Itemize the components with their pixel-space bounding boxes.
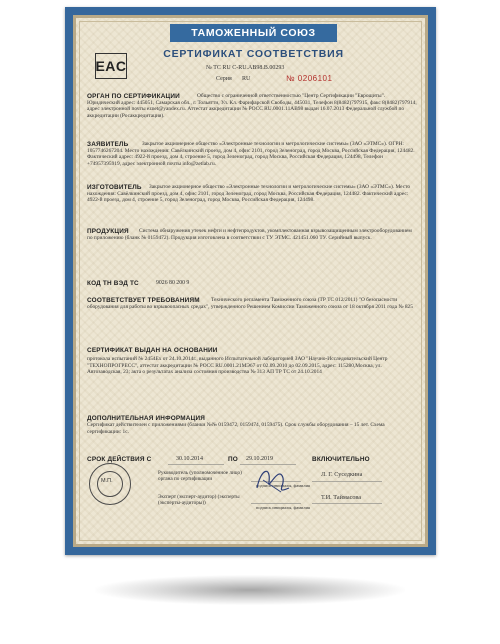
customs-union-banner: ТАМОЖЕННЫЙ СОЮЗ <box>170 24 337 42</box>
inclusive-label: ВКЛЮЧИТЕЛЬНО <box>312 456 370 463</box>
validity-label: СРОК ДЕЙСТВИЯ С <box>87 456 152 463</box>
org-label: ОРГАН ПО СЕРТИФИКАЦИИ <box>87 93 180 100</box>
extra-info-label: ДОПОЛНИТЕЛЬНАЯ ИНФОРМАЦИЯ <box>87 415 206 422</box>
requirements-label: СООТВЕТСТВУЕТ ТРЕБОВАНИЯМ <box>87 297 200 304</box>
drop-shadow <box>95 575 405 605</box>
code-label: КОД ТН ВЭД ТС <box>87 280 139 287</box>
date-to: 29.10.2019 <box>246 456 273 462</box>
maker-label: ИЗГОТОВИТЕЛЬ <box>87 184 142 191</box>
series-label: Серия <box>216 76 232 82</box>
expert-label: Эксперт (эксперт-аудитор) (эксперты (эксперты-аудиторы)) <box>158 494 240 507</box>
basis-text: протокола испытаний № 2454Ех от 24.10.2014г., выданного Испытательной лабораторией ЗАО "Научно-Исследовательский Центр "ТЕХНОПРОГРЕСС", аттестат аккредитации № РОСС RU.0001.21МЭ67 от 02.09.2010 до 02.09.2015, адрес: 115280,Москва, ул. Автозаводская, 23; акта о результатах анализа состояния производства № 313 АП ТР ТС от 24.10.2014 <box>87 356 388 376</box>
extra-info-text: Сертификат действителен с приложениями (бланки №№ 0159472, 0159474, 0159475). Срок службы оборудования – 15 лет. Схема сертификации: 1с. <box>87 422 385 435</box>
certificate-paper <box>73 15 428 547</box>
basis-label: СЕРТИФИКАТ ВЫДАН НА ОСНОВАНИИ <box>87 347 218 354</box>
stamp-mp: М.П. <box>101 478 113 484</box>
applicant-label: ЗАЯВИТЕЛЬ <box>87 141 129 148</box>
product-text: Система обнаружения утечек нефти и нефтепродуктов, укомплектованная взрывозащищенным электрооборудованием по приложению (бланк № 0159472). Продукция изготовлена в соответствии с ТУ ЭТМС. 421451.060 ТУ. Серийный выпуск. <box>87 228 412 241</box>
expert-sub: подпись инициалы, фамилия <box>256 505 310 510</box>
cert-number: № ТС RU C-RU.АВ98.В.00293 <box>206 65 285 71</box>
expert-name: Т.И. Таймасова <box>321 494 361 501</box>
signature-icon <box>251 458 296 500</box>
series-value: RU <box>242 76 251 82</box>
validity-to-label: ПО <box>228 456 238 463</box>
serial-number: № 0206101 <box>286 74 333 83</box>
head-label: Руководитель (уполномоченное лицо) органа по сертификации <box>158 470 242 483</box>
applicant-text: Закрытое акционерное общество «Электронные технологии и метрологические системы» (ЗАО «ЭТМС»). ОГРН: 1057746267204. Место нахождения: Савёлкинский проезд, дом 4, офис 2101, город Зеленоград, город Москва, Российская Федерация, 124482. Фактический адрес: 4922-й проезд, дом 4, строение 5, город Зеленоград, город Москва, Российская Федерация, 124498, Телефон +74957395919, адрес электронной почты info@zetlab.ru. <box>87 141 415 167</box>
seal-stamp <box>89 463 131 505</box>
code-value: 9026 80 200 9 <box>156 280 190 286</box>
head-sub: подпись инициалы, фамилия <box>256 483 310 488</box>
requirements-text: Технического регламента Таможенного союза (ТР ТС 012/2011) "О безопасности оборудования для работы во взрывоопасных средах", утвержденного Решением Комиссии Таможенного союза от 18 октября 2011 года № 825 <box>87 297 413 310</box>
product-label: ПРОДУКЦИЯ <box>87 228 129 235</box>
head-name: Л. Г. Суседкина <box>321 471 363 478</box>
maker-text: Закрытое акционерное общество «Электронные технологии и метрологические системы» (ЗАО «ЭТМС»). Место нахождения: Савёлкинский проезд, дом 4, офис 2101, город Зеленоград, город Москва, Российская Федерация, 124482. Фактический адрес: 4922-й проезд, дом 4, строение 5, город Зеленоград, город Москва, Российская Федерация, 124498. <box>87 184 411 204</box>
certificate-frame <box>65 7 436 555</box>
eac-mark: EAC <box>95 53 127 79</box>
org-text: Общество с ограниченной ответственностью "Центр Сертификации "Еврощиты". Юридический адрес: 445051, Самарская обл., г. Тольятти, Ул. Кл. Фарифарской Свободы, 445031, Телефон 8(8482)797915, факс 8(8482)797914, адрес электронной почты eznet@yandex.ru. Аттестат аккредитации № РОСС RU.0001.11АВ98 выдан 16.07.2013 Федеральной службой по аккредитации (Росаккредитация). <box>87 93 417 119</box>
certificate-title: СЕРТИФИКАТ СООТВЕТСТВИЯ <box>163 48 344 60</box>
date-from: 30.10.2014 <box>176 456 203 462</box>
